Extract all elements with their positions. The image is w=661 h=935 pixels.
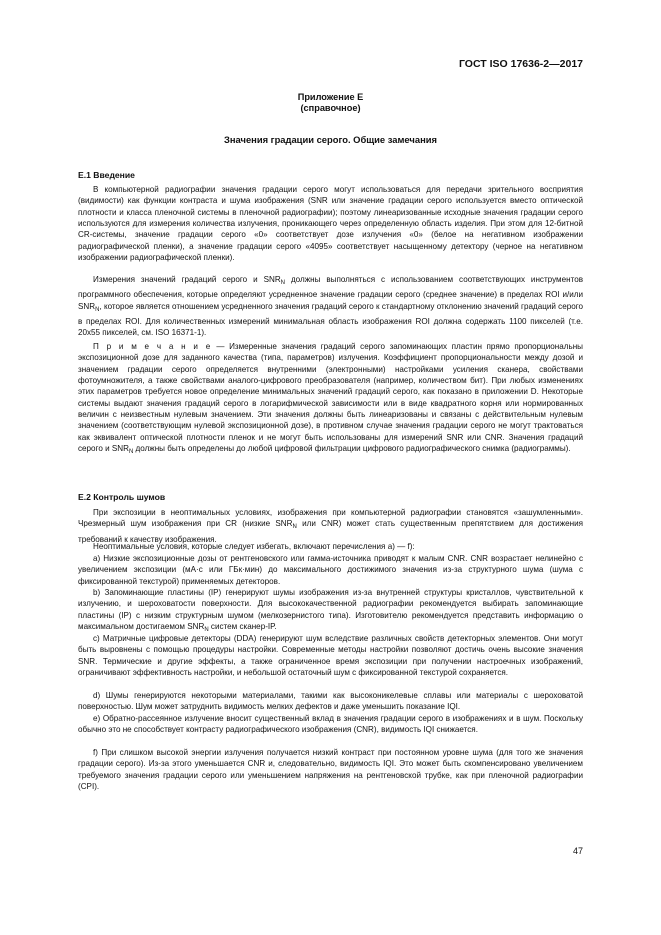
annex-name: Приложение Е	[297, 92, 364, 102]
noise-item-d: d) Шумы генерируются некоторыми материалами, такими как высоконикелевые сплавы или материалы с шероховатой поверхностью. Шум может затруднить видимость мелких дефектов и даже уменьшить показание IQI.	[78, 691, 583, 712]
noise-item-b: b) Запоминающие пластины (IP) генерируют шумы изображения из-за внутренней структуры кристаллов, чувствительной к излучению, и шероховатости поверхности. Для высококачественной радиографии рекомендуется выбирать запоминающие пластины (IP) с низким структурным шумом (мелкозернистого типа). Изготовителю рекомендуется представить информацию о максимальном достигаемом $SNR_N$ систем сканер-IP.	[78, 588, 583, 634]
noise-paragraph-2: Неоптимальные условия, которые следует избегать, включают перечисления а) — f):	[93, 542, 415, 551]
section-heading-introduction: Е.1 Введение	[78, 170, 135, 180]
noise-item-a: а) Низкие экспозиционные дозы от рентгеновского или гамма-источника приводят к малым CNR. CNR возрастает нелинейно с увеличением экспозиции (мА·с или ГБк·мин) до максимального достижимого значения из-за структурного шума (шума с фиксированной текстурой) применяемых детекторов.	[78, 554, 583, 586]
noise-item-e: е) Обратно-рассеянное излучение вносит существенный вклад в значения градации серого в изображениях и в шум. Поскольку обычно это не способствует контрасту радиографического изображения (CNR), видимость IQI снижается.	[78, 714, 583, 735]
section-heading-noise-control: Е.2 Контроль шумов	[78, 492, 166, 502]
noise-item-c: с) Матричные цифровые детекторы (DDA) генерируют шум вследствие различных свойств детекторных элементов. Они могут быть выровнены с помощью процедуры настройки. Современные методы настройки позволяют достичь очень высокие значения SNR. Термические и другие эффекты, а также ограниченное время экспозиции при получении настроечных изображений, ограничивают эффективность настройки, и небольшой остаточный шум с фиксированной текстурой сохраняется.	[78, 634, 583, 678]
intro-paragraph-2: Измерения значений градаций серого и $SNR_N$ должны выполняться с использованием соответствующих инструментов программного обеспечения, которые определяют усредненное значение градации серого (среднее значение) в пределах ROI и/или $SNR_N$, которое является отношением усредненного значения градаций серого к стандартному отклонению значений градаций серого в пределах ROI. Для количественных измерений минимальная область изображения ROI должна содержать 1100 пикселей (т.е. 20х55 пикселей, см. ISO 16371-1).	[78, 275, 583, 338]
noise-item-f: f) При слишком высокой энергии излучения получается низкий контраст при постоянном уровне шума (для того же значения градации серого). Из-за этого уменьшается CNR и, следовательно, видимость IQI. Это может быть скомпенсировано увеличением требуемого значения градации серого или уменьшением напряжения на рентгеновской трубке, как при пленочной радиографии (CPI).	[78, 748, 583, 792]
annex-status: (справочное)	[300, 103, 361, 113]
note-label: П р и м е ч а н и е	[93, 342, 212, 351]
intro-paragraph-1: В компьютерной радиографии значения градации серого могут использоваться для передачи зрительного восприятия (видимости) как функции контраста и шума изображения (SNR или значение градации серого используется вместо оптической плотности и класса пленочной системы в пленочной радиографии); поэтому линеаризованные исходные значения градации серого используются для измерения количества излучения, проникающего через определенную область изделия. При этом для 12-битной CR-системы, значение градации серого «0» соответствует дозе излучения «0» (белое на негативном изображении радиографической пленки), а значение градации серого «4095» соответствует насыщенному детектору (черное на негативном изображении радиографической пленки).	[78, 185, 583, 263]
noise-paragraph-1: При экспозиции в неоптимальных условиях, изображения при компьютерной радиографии становятся «зашумленными». Чрезмерный шум изображения при CR (низкие $SNR_N$ или CNR) может стать существенным препятствием для достижения требований к качеству изображения.	[78, 508, 583, 544]
intro-note: П р и м е ч а н и е — Измеренные значения градаций серого запоминающих пластин прямо пропорциональны экспозиционной дозе для заданного качества (типа, параметров) излучения. Коэффициент пропорциональности между дозой и значением градации серого определяется внутренними (электронными) настройками усиления сканера, свойствами фотоумножителя, а также свойствами аналого-цифрового преобразователя (например, количеством бит). При любых изменениях этих параметров требуется новое определение минимальных значений градаций серого, как показано в приложении D. Некоторые системы выдают значения градаций серого в логарифмической зависимости или в виде квадратного корня или нормированных величин с неизвестным нулевым значением. Эти значения должны быть линеаризованы и связаны с действительным нулевым значением (соответствующим нулевой экспозиционной дозе), в противном случае значения градации серого не могут трактоваться как эквивалент оптической плотности пленок и не могут быть использованы для измерений SNR или CNR. Значения градаций серого и $SNR_N$ должны быть определены до любой цифровой фильтрации цифрового радиографического снимка (радиограммы).	[78, 342, 583, 456]
standard-code: ГОСТ ISO 17636-2—2017	[458, 58, 583, 70]
page-number: 47	[572, 846, 583, 856]
annex-title: Значения градации серого. Общие замечания	[224, 134, 437, 145]
